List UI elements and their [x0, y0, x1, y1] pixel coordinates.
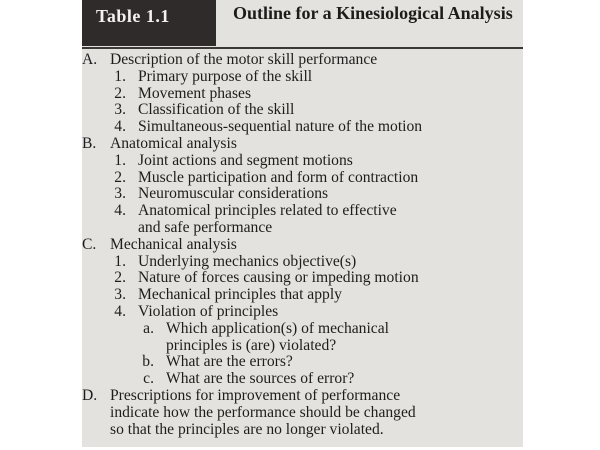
outline-text: Muscle participation and form of contraction — [138, 168, 419, 186]
outline-marker: 4. — [114, 202, 126, 220]
outline-marker: 3. — [114, 286, 126, 304]
outline-text: Neuromuscular considerations — [138, 185, 329, 203]
table-label: Table 1.1 — [96, 6, 170, 26]
outline-text: What are the errors? — [166, 353, 293, 371]
outline-marker: c. — [143, 370, 154, 388]
outline-text: indicate how the performance should be changed — [110, 403, 416, 421]
outline-marker: A. — [82, 51, 98, 68]
outline-text: principles is (are) violated? — [166, 336, 337, 354]
outline-text: Violation of principles — [138, 303, 279, 320]
outline-table — [82, 0, 523, 447]
outline-text: Movement phases — [138, 84, 252, 102]
outline-marker: 2. — [114, 84, 126, 102]
table-label-box — [82, 0, 216, 46]
outline-text: Nature of forces causing or impeding motion — [138, 269, 419, 287]
outline-marker: 1. — [114, 252, 126, 270]
outline-text: What are the sources of error? — [166, 370, 355, 388]
outline-marker: 3. — [114, 185, 126, 203]
outline-text: Joint actions and segment motions — [138, 151, 353, 169]
outline-marker: B. — [82, 135, 97, 152]
outline-marker: 2. — [114, 168, 126, 186]
outline-text: Primary purpose of the skill — [138, 67, 313, 85]
outline-text: Prescriptions for improvement of performance — [110, 387, 401, 404]
outline-marker: C. — [82, 235, 97, 253]
outline-text: so that the principles are no longer violated. — [110, 420, 384, 438]
table-header — [82, 0, 523, 46]
outline-text: Mechanical analysis — [110, 235, 237, 253]
outline-marker: b. — [142, 353, 154, 371]
outline-text: Which application(s) of mechanical — [166, 319, 389, 337]
outline-text: Anatomical principles related to effective — [138, 202, 397, 220]
outline-text: Description of the motor skill performance — [110, 51, 378, 68]
outline-text: Mechanical principles that apply — [138, 286, 342, 304]
outline-marker: 2. — [114, 269, 126, 287]
outline-text: and safe performance — [138, 219, 273, 236]
outline-marker: D. — [82, 387, 98, 404]
outline-text: Simultaneous-sequential nature of the motion — [138, 118, 423, 136]
outline-marker: 1. — [114, 67, 126, 85]
header-rule — [82, 47, 523, 49]
outline-marker: 4. — [114, 303, 126, 320]
outline-marker: 3. — [114, 101, 126, 119]
outline-marker: 4. — [114, 118, 126, 136]
outline-text: Anatomical analysis — [110, 135, 237, 152]
outline-marker: a. — [143, 319, 154, 337]
outline-text: Underlying mechanics objective(s) — [138, 252, 357, 270]
outline-marker: 1. — [114, 151, 126, 169]
table-title: Outline for a Kinesiological Analysis — [233, 3, 513, 23]
outline-text: Classification of the skill — [138, 101, 295, 119]
